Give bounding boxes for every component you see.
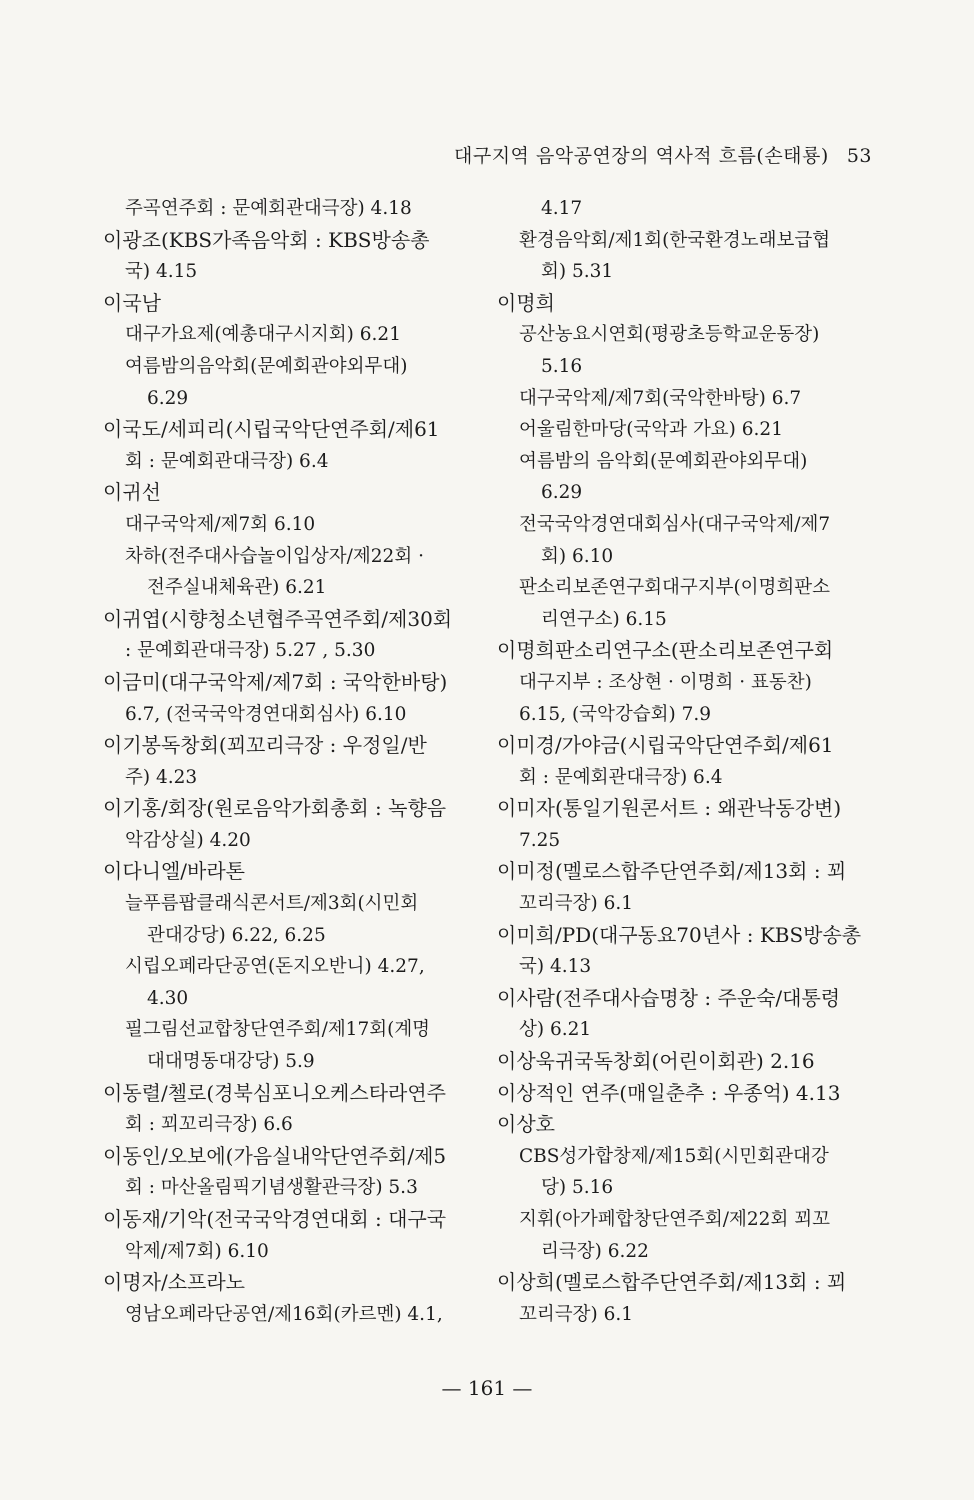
index-entry-line: 상) 6.21 xyxy=(519,1019,592,1041)
index-entry-heading: 이국남 xyxy=(103,290,161,315)
index-entry-line: 전국국악경연대회심사(대구국악제/제7 xyxy=(519,513,831,535)
index-entry-heading: 이명희판소리연구소(판소리보존연구회 xyxy=(497,638,834,663)
index-entry-heading: 이국도/세피리(시립국악단연주회/제61 xyxy=(103,417,440,442)
index-entry-heading: 이미희/PD(대구동요70년사 : KBS방송총 xyxy=(497,922,862,947)
index-entry-heading: 이귀엽(시향청소년협주곡연주회/제30회 xyxy=(103,606,453,631)
index-entry-line: 6.29 xyxy=(541,482,583,504)
index-entry-line: 주) 4.23 xyxy=(125,766,198,788)
index-entry-line: 7.25 xyxy=(519,829,561,851)
index-entry-line: 대구국악제/제7회 6.10 xyxy=(125,513,316,535)
index-entry-heading: 이귀선 xyxy=(103,480,161,505)
index-entry-line: 회 : 마산올림픽기념생활관극장) 5.3 xyxy=(125,1177,418,1199)
index-entry-line: 악제/제7회) 6.10 xyxy=(125,1240,269,1262)
index-column-left xyxy=(103,193,471,1330)
index-entry-line: 대구국악제/제7회(국악한바탕) 6.7 xyxy=(519,387,802,409)
index-entry-line: 전주실내체육관) 6.21 xyxy=(147,577,327,599)
index-entry-heading: 이상호 xyxy=(497,1112,555,1137)
index-entry-heading: 이명희 xyxy=(497,290,555,315)
index-entry-line: 국) 4.15 xyxy=(125,261,198,283)
index-entry-line: 회 : 문예회관대극장) 6.4 xyxy=(519,766,723,788)
index-entry-line: 리극장) 6.22 xyxy=(541,1240,649,1262)
index-entry-line: 4.30 xyxy=(147,987,189,1009)
index-entry-line: 회) 6.10 xyxy=(541,545,614,567)
index-entry-line: 필그림선교합창단연주회/제17회(계명 xyxy=(125,1019,431,1041)
index-entry-heading: 이다니엘/바라톤 xyxy=(103,859,245,884)
index-entry-heading: 이금미(대구국악제/제7회 : 국악한바탕) xyxy=(103,669,448,694)
index-entry-line: 대구지부 : 조상현 · 이명희 · 표동찬) xyxy=(519,671,812,693)
index-entry-heading: 이명자/소프라노 xyxy=(103,1270,245,1295)
index-entry-heading: 이동인/오보에(가음실내악단연주회/제5 xyxy=(103,1143,447,1168)
index-entry-heading: 이상적인 연주(매일춘추 : 우종억) 4.13 xyxy=(497,1080,841,1105)
index-entry-line: 판소리보존연구회대구지부(이명희판소 xyxy=(519,577,831,599)
index-entry-line: 영남오페라단공연/제16회(카르멘) 4.1, xyxy=(125,1303,443,1325)
running-header-page-number: 53 xyxy=(846,145,872,167)
index-entry-line: 늘푸름팝클래식콘서트/제3회(시민회 xyxy=(125,893,419,915)
index-entry-line: 관대강당) 6.22, 6.25 xyxy=(147,924,326,946)
index-entry-line: 5.16 xyxy=(541,355,583,377)
index-entry-line: 차하(전주대사습놀이입상자/제22회 · xyxy=(125,545,424,567)
index-entry-line: CBS성가합창제/제15회(시민회관대강 xyxy=(519,1145,829,1167)
index-entry-heading: 이기봉독창회(꾀꼬리극장 : 우정일/반 xyxy=(103,733,427,758)
index-entry-line: 6.29 xyxy=(147,387,189,409)
index-entry-line: 여름밤의음악회(문예회관야외무대) xyxy=(125,355,408,377)
page-folio: — 161 — xyxy=(441,1376,533,1400)
index-entry-line: 회 : 꾀꼬리극장) 6.6 xyxy=(125,1114,293,1136)
index-entry-line: 회) 5.31 xyxy=(541,261,614,283)
index-entry-line: 국) 4.13 xyxy=(519,956,592,978)
index-entry-line: 회 : 문예회관대극장) 6.4 xyxy=(125,450,329,472)
index-entry-line: 리연구소) 6.15 xyxy=(541,608,667,630)
index-entry-heading: 이기홍/회장(원로음악가회총회 : 녹향음 xyxy=(103,796,447,821)
index-entry-heading: 이광조(KBS가족음악회 : KBS방송총 xyxy=(103,227,430,252)
index-entry-line: 시립오페라단공연(돈지오반니) 4.27, xyxy=(125,956,425,978)
index-entry-heading: 이미정(멜로스합주단연주회/제13회 : 꾀 xyxy=(497,859,847,884)
index-entry-line: 꼬리극장) 6.1 xyxy=(519,893,634,915)
index-entry-line: 대대명동대강당) 5.9 xyxy=(147,1051,315,1073)
index-entry-line: 4.17 xyxy=(541,198,583,219)
running-header xyxy=(454,141,872,168)
index-entry-line: 지휘(아가페합창단연주회/제22회 꾀꼬 xyxy=(519,1209,830,1230)
index-entry-heading: 이상욱귀국독창회(어린이회관) 2.16 xyxy=(497,1049,815,1074)
index-entry-line: 꼬리극장) 6.1 xyxy=(519,1303,634,1325)
index-entry-heading: 이사람(전주대사습명창 : 주운숙/대통령 xyxy=(497,985,841,1010)
index-entry-line: 어울림한마당(국악과 가요) 6.21 xyxy=(519,419,783,441)
index-entry-line: 환경음악회/제1회(한국환경노래보급협 xyxy=(519,229,831,251)
index-entry-line: 여름밤의 음악회(문예회관야외무대) xyxy=(519,450,808,472)
index-entry-line: 악감상실) 4.20 xyxy=(125,829,251,851)
index-entry-line: 공산농요시연회(평광초등학교운동장) xyxy=(519,324,820,346)
index-entry-heading: 이상희(멜로스합주단연주회/제13회 : 꾀 xyxy=(497,1270,847,1295)
index-entry-heading: 이미경/가야금(시립국악단연주회/제61 xyxy=(497,733,834,758)
index-entry-heading: 이미자(통일기원콘서트 : 왜관낙동강변) xyxy=(497,796,842,821)
index-entry-line: 6.15, (국악강습회) 7.9 xyxy=(519,703,712,725)
index-entry-line: 대구가요제(예총대구시지회) 6.21 xyxy=(125,324,401,346)
index-column-right xyxy=(497,193,872,1330)
running-header-title: 대구지역 음악공연장의 역사적 흐름(손태룡) xyxy=(453,145,829,167)
index-entry-line: 주곡연주회 : 문예회관대극장) 4.18 xyxy=(125,198,412,219)
index-entry-line: 6.7, (전국국악경연대회심사) 6.10 xyxy=(125,703,407,725)
index-entry-heading: 이동재/기악(전국국악경연대회 : 대구국 xyxy=(103,1207,447,1231)
index-entry-line: 당) 5.16 xyxy=(541,1177,614,1199)
index-entry-heading: 이동렬/첼로(경북심포니오케스타라연주 xyxy=(103,1080,446,1105)
index-entry-line: : 문예회관대극장) 5.27 , 5.30 xyxy=(125,640,376,662)
